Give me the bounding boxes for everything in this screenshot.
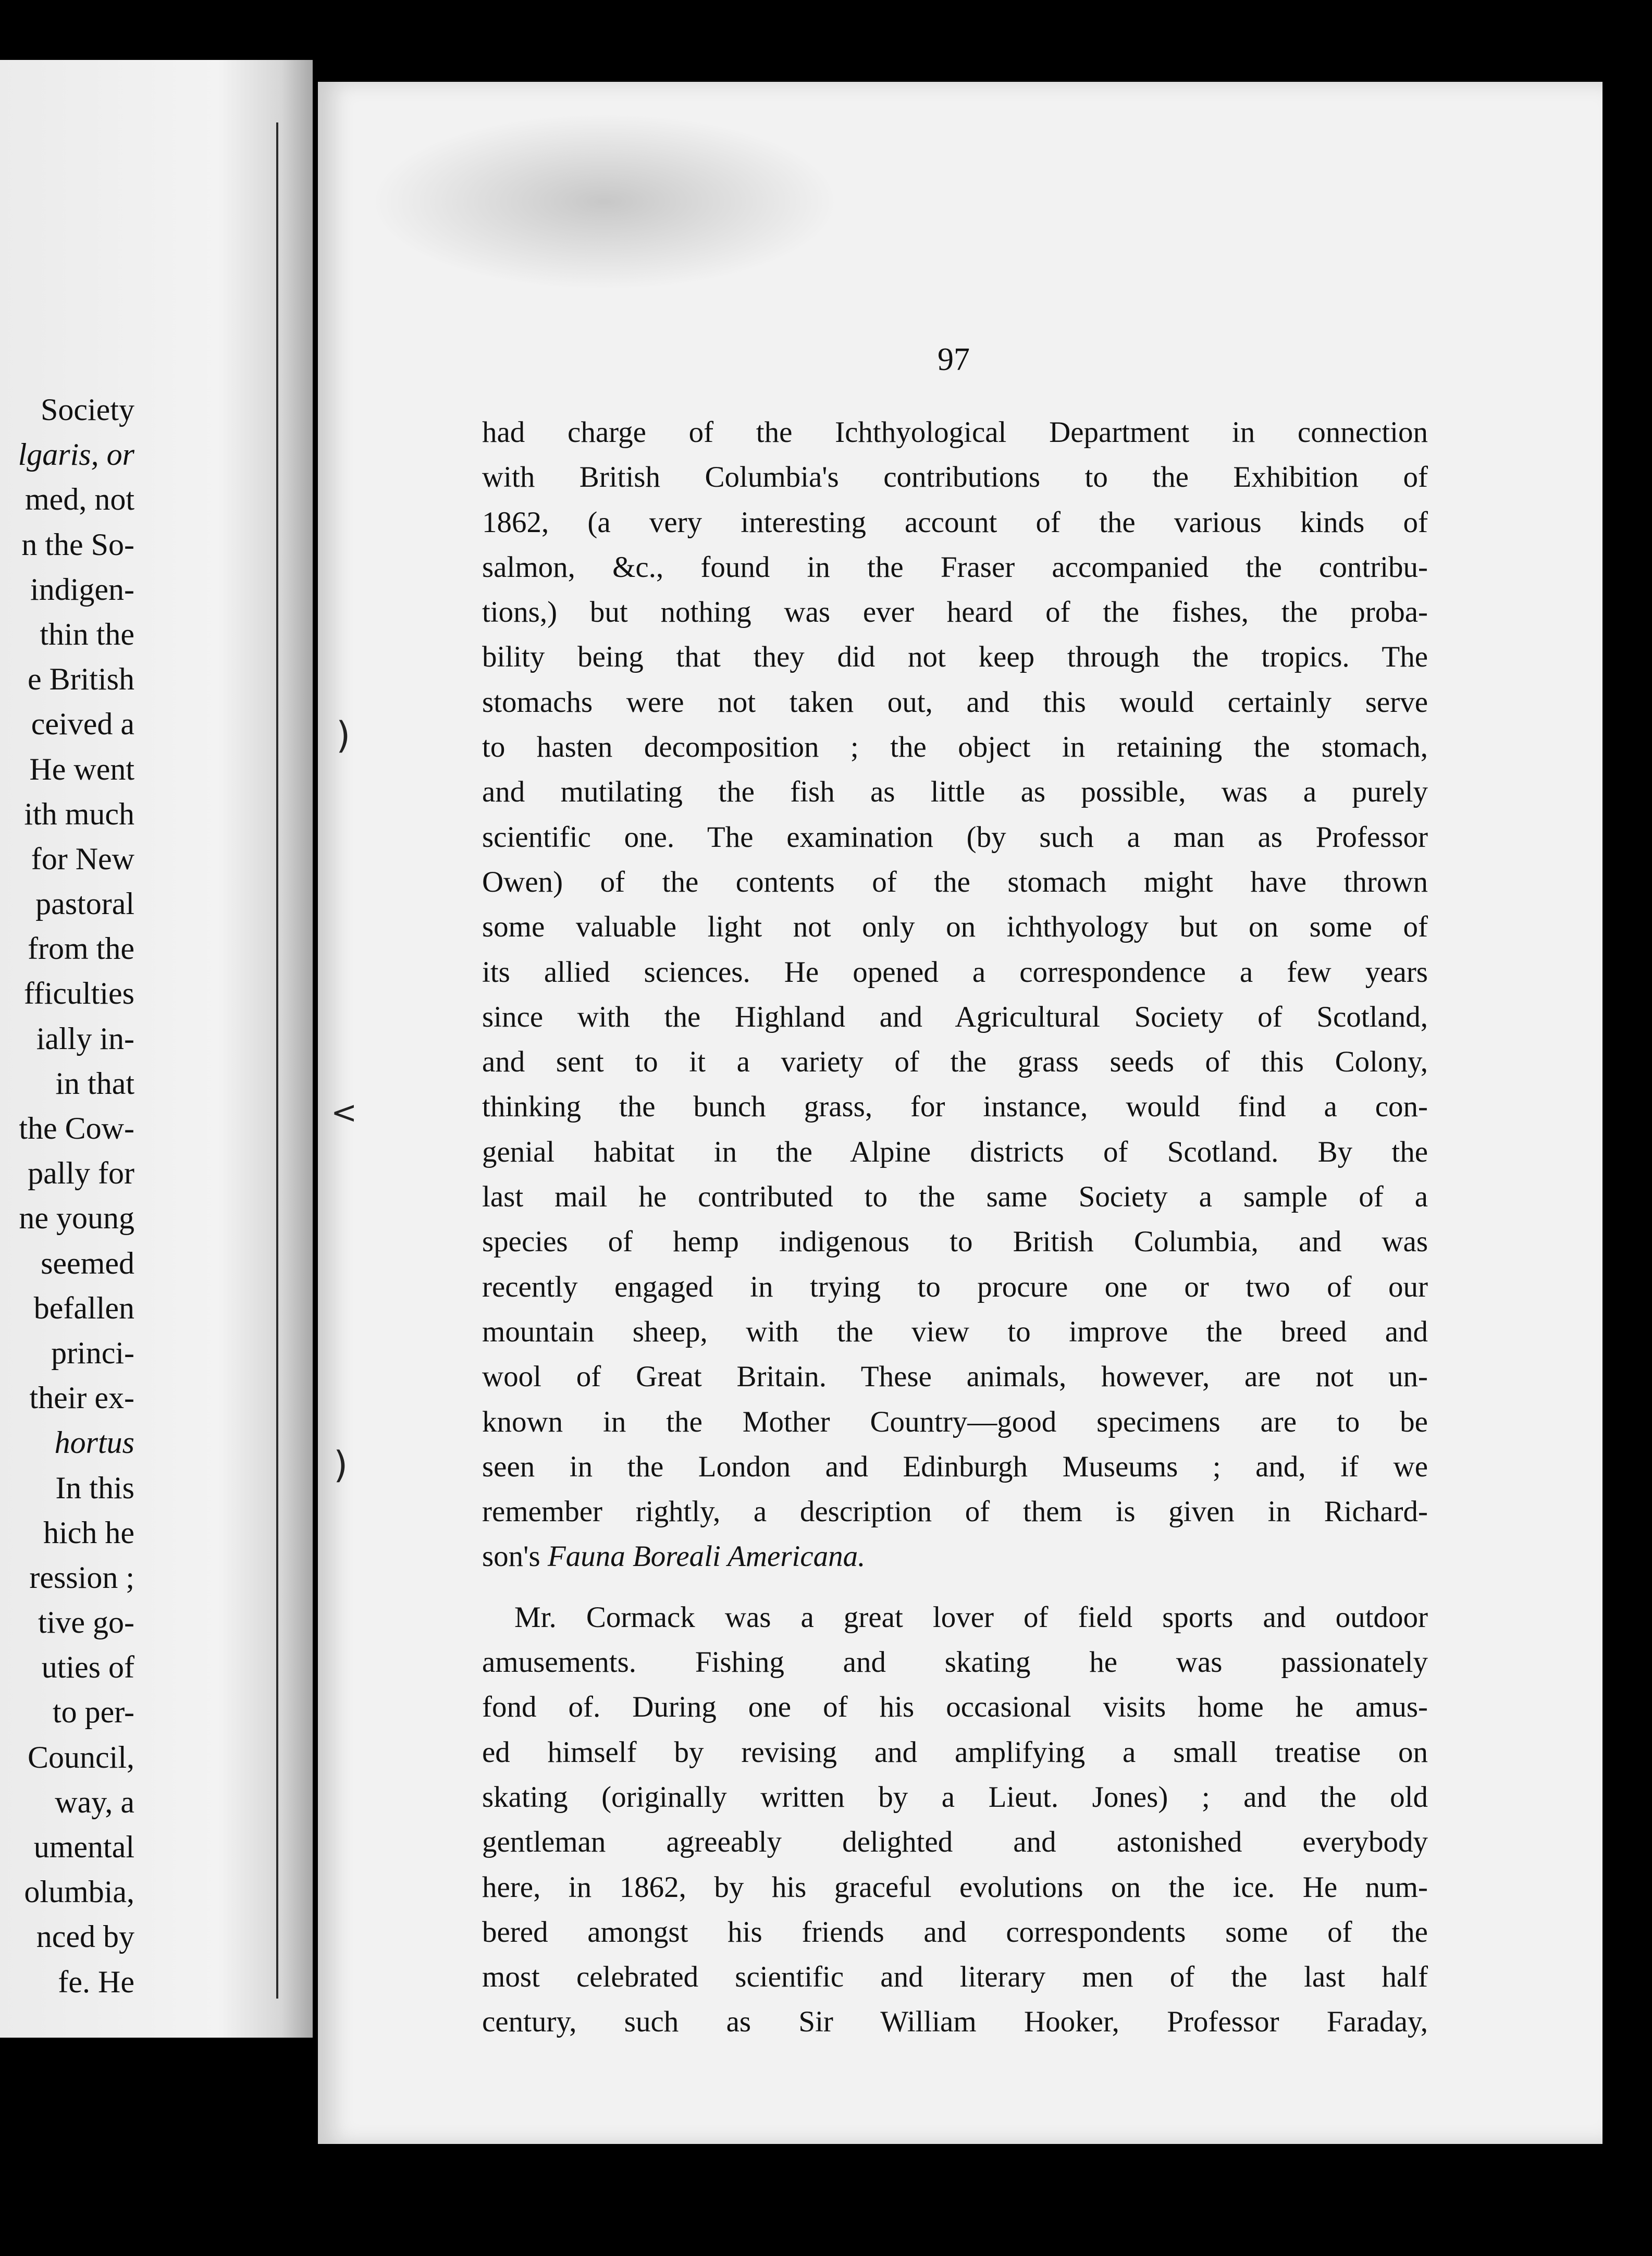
text-line: gentleman agreeably delighted and astonished everybody xyxy=(482,1826,1428,1859)
text-line: since with the Highland and Agricultural Society of Scotland, xyxy=(482,1000,1428,1033)
left-page-line: befallen xyxy=(33,1290,134,1325)
text-line: its allied sciences. He opened a correspondence a few years xyxy=(482,955,1428,989)
text-line: seen in the London and Edinburgh Museums ; and, if we xyxy=(482,1450,1428,1483)
page-number: 97 xyxy=(938,342,970,377)
left-page-line: for New xyxy=(31,841,134,876)
left-page-line: lgaris, or xyxy=(18,437,134,472)
left-page-line: thin the xyxy=(40,617,134,651)
paragraph-2 xyxy=(482,1595,1428,2045)
left-page-line: ith much xyxy=(24,796,134,831)
left-page-line: tive go- xyxy=(38,1605,134,1640)
left-page-line: nced by xyxy=(36,1919,134,1954)
text-line: ed himself by revising and amplifying a small treatise on xyxy=(482,1735,1428,1769)
text-line: with British Columbia's contributions to the Exhibition of xyxy=(482,461,1428,494)
left-page-line: In this xyxy=(55,1470,134,1505)
text-line: 1862, (a very interesting account of the various kinds of xyxy=(482,506,1428,539)
left-page-line: ression ; xyxy=(29,1560,134,1595)
text-line: here, in 1862, by his graceful evolutions on the ice. He num- xyxy=(482,1870,1428,1904)
left-page-line: uties of xyxy=(41,1650,134,1685)
left-page-line: from the xyxy=(28,931,134,966)
left-page-line: indigen- xyxy=(30,572,134,607)
left-page-line: in that xyxy=(55,1066,134,1101)
left-page-line: ne young xyxy=(19,1201,134,1236)
paragraph-1-last-line xyxy=(482,1534,1428,1579)
left-page-line: to per- xyxy=(52,1695,134,1730)
left-page-line: their ex- xyxy=(29,1380,134,1415)
text-line: recently engaged in trying to procure one or two of our xyxy=(482,1270,1428,1303)
text-line: some valuable light not only on ichthyology but on some of xyxy=(482,910,1428,944)
left-page-line: e British xyxy=(28,662,134,697)
left-page-line: umental xyxy=(33,1830,134,1864)
left-page-line: princi- xyxy=(51,1335,134,1370)
text-line: skating (originally written by a Lieut. Jones) ; and the old xyxy=(482,1780,1428,1814)
text-line: mountain sheep, with the view to improve the breed and xyxy=(482,1315,1428,1348)
citation-title: Fauna Boreali Americana. xyxy=(547,1540,866,1573)
page-stain xyxy=(370,113,839,290)
left-page-line: olumbia, xyxy=(24,1875,134,1909)
text-line: century, such as Sir William Hooker, Professor Faraday, xyxy=(482,2005,1428,2039)
left-page-line: He went xyxy=(29,751,134,786)
text-line: Owen) of the contents of the stomach might have thrown xyxy=(482,865,1428,898)
left-page-line: fe. He xyxy=(58,1964,134,1999)
text-line: fond of. During one of his occasional visits home he amus- xyxy=(482,1691,1428,1724)
text-line: stomachs were not taken out, and this would certainly serve xyxy=(482,685,1428,719)
left-page-line: hortus xyxy=(54,1425,134,1460)
text-line: wool of Great Britain. These animals, however, are not un- xyxy=(482,1360,1428,1394)
text-line: to hasten decomposition ; the object in retaining the stomach, xyxy=(482,731,1428,764)
text-line: amusements. Fishing and skating he was passionately xyxy=(482,1646,1428,1679)
left-page-line: n the So- xyxy=(21,527,134,562)
text-line: thinking the bunch grass, for instance, would find a con- xyxy=(482,1090,1428,1124)
text-line: known in the Mother Country—good specimens are to be xyxy=(482,1405,1428,1438)
left-page-text xyxy=(0,387,134,2004)
left-page-line: pally for xyxy=(28,1156,134,1191)
text-line: salmon, &c., found in the Fraser accompanied the contribu- xyxy=(482,550,1428,584)
left-page-line: pastoral xyxy=(35,886,134,921)
left-page-line: hich he xyxy=(43,1515,134,1550)
text-line: had charge of the Ichthyological Department in connection xyxy=(482,416,1428,449)
gutter-shadow xyxy=(276,122,278,1999)
text-line: tions,) but nothing was ever heard of the fishes, the proba- xyxy=(482,596,1428,629)
text-line: most celebrated scientific and literary men of the last half xyxy=(482,1961,1428,1994)
left-page-line: seemed xyxy=(41,1246,134,1280)
left-page-line: med, not xyxy=(25,482,134,517)
left-page-line: Council, xyxy=(28,1740,134,1774)
margin-bracket-mark: ) xyxy=(334,1444,348,1486)
left-page-line: fficulties xyxy=(23,976,134,1011)
left-page-line: ceived a xyxy=(31,707,134,742)
text-line: bered amongst his friends and correspondents some of the xyxy=(482,1915,1428,1949)
margin-bracket-mark: < xyxy=(331,1094,357,1131)
left-page-line: way, a xyxy=(55,1784,134,1819)
text-line: Mr. Cormack was a great lover of field sports and outdoor xyxy=(514,1600,1428,1634)
text-line: bility being that they did not keep through the tropics. The xyxy=(482,640,1428,674)
page-body xyxy=(482,410,1428,2045)
text-line: and sent to it a variety of the grass seeds of this Colony, xyxy=(482,1045,1428,1079)
citation-prefix: son's xyxy=(482,1540,548,1573)
margin-bracket-mark: ) xyxy=(336,714,351,757)
left-page-line: Society xyxy=(41,392,134,427)
text-line: remember rightly, a description of them is given in Richard- xyxy=(482,1495,1428,1528)
text-line: last mail he contributed to the same Society a sample of a xyxy=(482,1180,1428,1214)
text-line: genial habitat in the Alpine districts of Scotland. By the xyxy=(482,1135,1428,1168)
paragraph-1 xyxy=(482,410,1428,1534)
left-page-line: ially in- xyxy=(36,1021,134,1056)
text-line: scientific one. The examination (by such a man as Professor xyxy=(482,820,1428,854)
text-line: species of hemp indigenous to British Columbia, and was xyxy=(482,1225,1428,1259)
left-page-line: the Cow- xyxy=(19,1111,134,1145)
left-page xyxy=(0,60,313,2038)
text-line: and mutilating the fish as little as possible, was a purely xyxy=(482,775,1428,809)
